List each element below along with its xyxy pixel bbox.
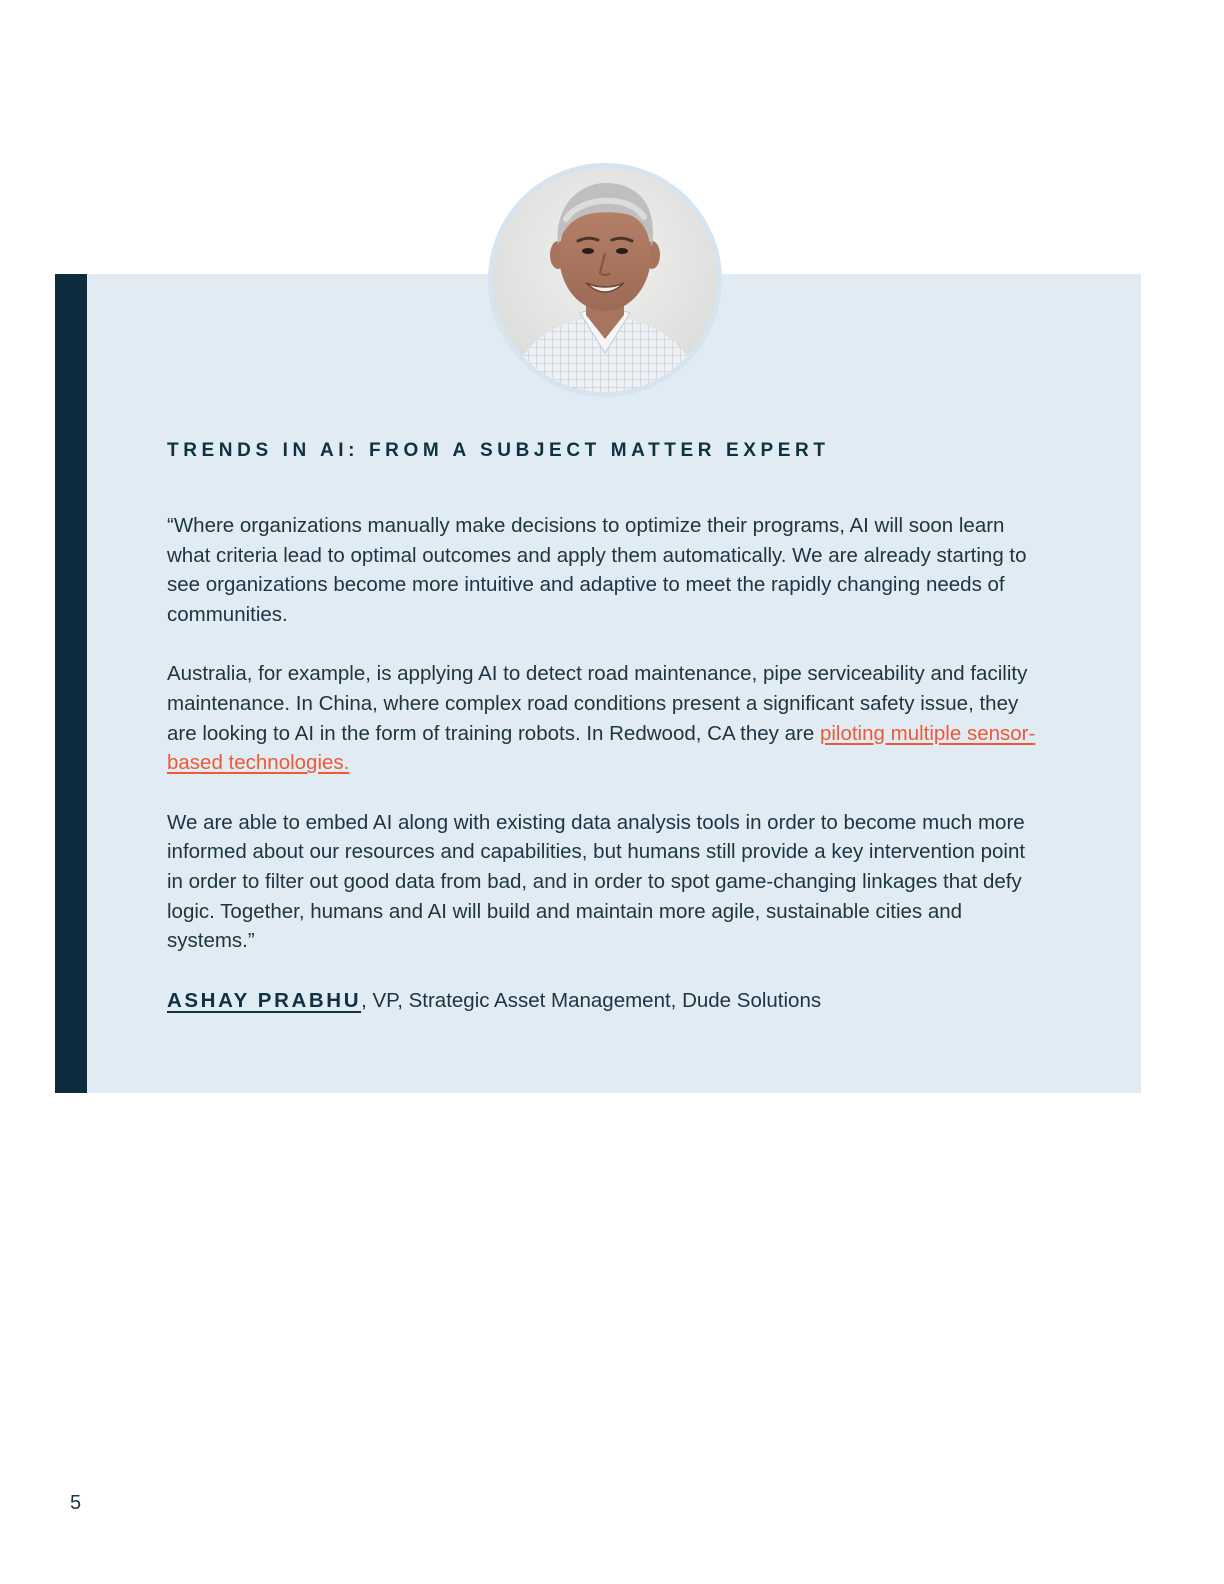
author-title: , VP, Strategic Asset Management, Dude Solutions	[361, 988, 822, 1012]
expert-portrait-photo	[488, 163, 722, 397]
sensor-technologies-link[interactable]: piloting multiple sensor-based technologies.	[167, 721, 1036, 775]
callout-heading: TRENDS IN AI: FROM A SUBJECT MATTER EXPERT	[167, 440, 830, 461]
quote-paragraph-2	[167, 659, 1037, 778]
quote-attribution	[167, 986, 1037, 1016]
page-number: 5	[70, 1492, 82, 1514]
accent-bar	[55, 274, 87, 1093]
quote-paragraph-1: “Where organizations manually make decisions to optimize their programs, AI will soon learn what criteria lead to optimal outcomes and apply them automatically. We are already starting to see organizations become more intuitive and adaptive to meet the rapidly changing needs of communities.	[167, 514, 1027, 627]
quote-paragraph-3: We are able to embed AI along with existing data analysis tools in order to become much more informed about our resources and capabilities, but humans still provide a key intervention point in order to filter out good data from bad, and in order to spot game-changing linkages that defy logic. Together, humans and AI will build and maintain more agile, sustainable cities and systems.”	[167, 810, 1026, 953]
quote-paragraph-2-text: Australia, for example, is applying AI to detect road maintenance, pipe serviceability and facility maintenance. In China, where complex road conditions present a significant safety issue, they are looking to AI in the form of training robots. In Redwood, CA they are	[167, 662, 1028, 745]
author-name: ASHAY PRABHU	[167, 988, 362, 1012]
callout-content	[167, 438, 1037, 1015]
